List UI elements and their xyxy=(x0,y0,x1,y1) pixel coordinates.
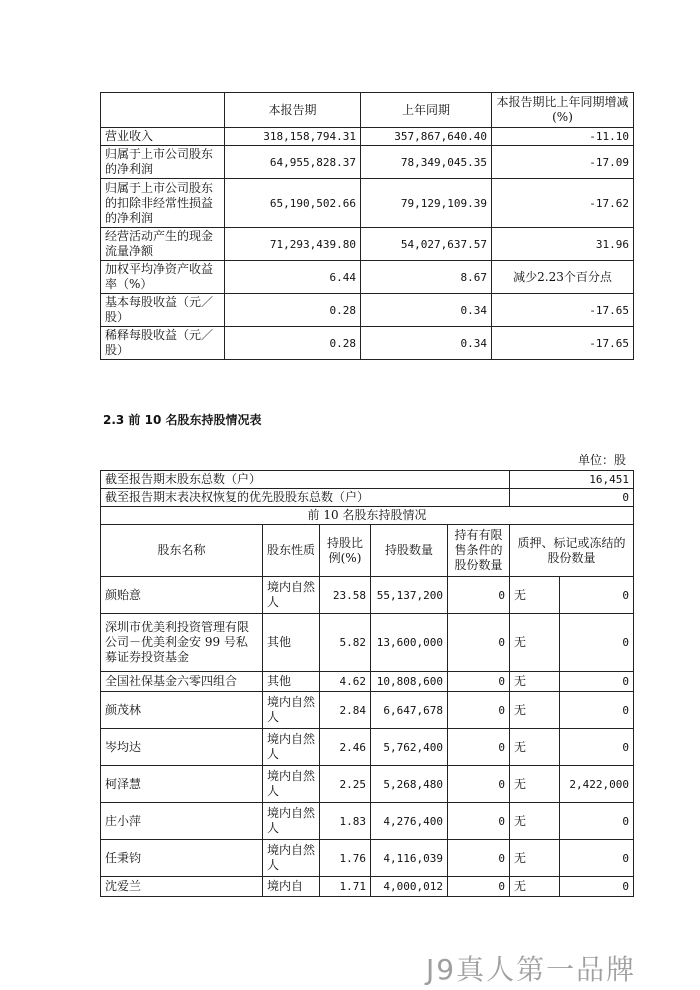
financial-summary-table xyxy=(100,92,634,360)
change-value: -17.62 xyxy=(492,179,634,228)
shareholder-pledged: 0 xyxy=(560,577,634,614)
header-current-period: 本报告期 xyxy=(225,93,361,128)
shareholder-nature: 境内自然人 xyxy=(263,766,320,803)
shareholder-restricted: 0 xyxy=(448,672,510,692)
header-change: 本报告期比上年同期增减(%) xyxy=(492,93,634,128)
table-row xyxy=(101,228,634,261)
prior-value: 0.34 xyxy=(361,294,492,327)
shareholder-restricted: 0 xyxy=(448,877,510,897)
shareholder-name: 岑均达 xyxy=(101,729,263,766)
header-name: 股东名称 xyxy=(101,525,263,577)
prior-value: 0.34 xyxy=(361,327,492,360)
shareholder-nature: 境内自然人 xyxy=(263,729,320,766)
shareholder-pledge-status: 无 xyxy=(510,614,560,672)
prior-value: 79,129,109.39 xyxy=(361,179,492,228)
shareholder-restricted: 0 xyxy=(448,614,510,672)
table-row xyxy=(101,146,634,179)
header-shares: 持股数量 xyxy=(371,525,448,577)
shareholder-restricted: 0 xyxy=(448,803,510,840)
prior-value: 8.67 xyxy=(361,261,492,294)
watermark: J9真人第一品牌 xyxy=(426,953,637,986)
change-value: -17.65 xyxy=(492,327,634,360)
row-label: 加权平均净资产收益率（%） xyxy=(101,261,225,294)
table-row xyxy=(101,766,634,803)
shareholder-shares: 55,137,200 xyxy=(371,577,448,614)
shareholder-pledge-status: 无 xyxy=(510,803,560,840)
shareholder-restricted: 0 xyxy=(448,766,510,803)
change-value: 31.96 xyxy=(492,228,634,261)
shareholder-pledge-status: 无 xyxy=(510,766,560,803)
table-header-row xyxy=(101,525,634,577)
current-value: 6.44 xyxy=(225,261,361,294)
table-row xyxy=(101,327,634,360)
section-title: 2.3 前 10 名股东持股情况表 xyxy=(103,413,262,427)
shareholder-ratio: 5.82 xyxy=(320,614,371,672)
row-label: 基本每股收益（元／股） xyxy=(101,294,225,327)
shareholder-nature: 境内自然人 xyxy=(263,840,320,877)
shareholder-ratio: 1.71 xyxy=(320,877,371,897)
shareholder-pledge-status: 无 xyxy=(510,672,560,692)
shareholder-restricted: 0 xyxy=(448,692,510,729)
shareholders-table xyxy=(100,470,634,897)
shareholder-ratio: 1.76 xyxy=(320,840,371,877)
total-shareholders-row xyxy=(101,471,634,489)
current-value: 65,190,502.66 xyxy=(225,179,361,228)
shareholder-ratio: 4.62 xyxy=(320,672,371,692)
table-row xyxy=(101,577,634,614)
shareholder-pledged: 0 xyxy=(560,672,634,692)
table-row xyxy=(101,261,634,294)
group-title-row xyxy=(101,507,634,525)
shareholder-ratio: 1.83 xyxy=(320,803,371,840)
shareholder-name: 颜茂林 xyxy=(101,692,263,729)
prior-value: 78,349,045.35 xyxy=(361,146,492,179)
row-label: 经营活动产生的现金流量净额 xyxy=(101,228,225,261)
shareholder-pledge-status: 无 xyxy=(510,577,560,614)
shareholder-pledged: 0 xyxy=(560,692,634,729)
shareholder-nature: 境内自然人 xyxy=(263,692,320,729)
total-shareholders-label: 截至报告期末股东总数（户） xyxy=(101,471,510,489)
group-title: 前 10 名股东持股情况 xyxy=(101,507,634,525)
change-value: -17.65 xyxy=(492,294,634,327)
current-value: 318,158,794.31 xyxy=(225,128,361,146)
table-header-row xyxy=(101,93,634,128)
prior-value: 54,027,637.57 xyxy=(361,228,492,261)
change-value: -11.10 xyxy=(492,128,634,146)
table-row xyxy=(101,803,634,840)
table-row xyxy=(101,672,634,692)
shareholder-name: 深圳市优美利投资管理有限公司－优美利金安 99 号私募证券投资基金 xyxy=(101,614,263,672)
preferred-shareholders-label: 截至报告期末表决权恢复的优先股股东总数（户） xyxy=(101,489,510,507)
row-label: 营业收入 xyxy=(101,128,225,146)
header-nature: 股东性质 xyxy=(263,525,320,577)
table-row xyxy=(101,692,634,729)
shareholder-nature: 境内自然人 xyxy=(263,803,320,840)
header-prior-period: 上年同期 xyxy=(361,93,492,128)
change-value: 减少2.23个百分点 xyxy=(492,261,634,294)
shareholder-pledged: 0 xyxy=(560,840,634,877)
shareholder-shares: 13,600,000 xyxy=(371,614,448,672)
table-row xyxy=(101,614,634,672)
shareholder-name: 全国社保基金六零四组合 xyxy=(101,672,263,692)
change-value: -17.09 xyxy=(492,146,634,179)
shareholder-shares: 5,268,480 xyxy=(371,766,448,803)
shareholder-shares: 6,647,678 xyxy=(371,692,448,729)
current-value: 71,293,439.80 xyxy=(225,228,361,261)
row-label: 归属于上市公司股东的净利润 xyxy=(101,146,225,179)
shareholder-name: 庄小萍 xyxy=(101,803,263,840)
shareholder-ratio: 2.46 xyxy=(320,729,371,766)
shareholder-restricted: 0 xyxy=(448,840,510,877)
current-value: 64,955,828.37 xyxy=(225,146,361,179)
shareholder-pledged: 0 xyxy=(560,877,634,897)
current-value: 0.28 xyxy=(225,327,361,360)
total-shareholders-value: 16,451 xyxy=(510,471,634,489)
header-restricted: 持有有限售条件的股份数量 xyxy=(448,525,510,577)
table-row xyxy=(101,128,634,146)
table-row xyxy=(101,729,634,766)
shareholder-shares: 10,808,600 xyxy=(371,672,448,692)
shareholder-pledged: 0 xyxy=(560,729,634,766)
header-blank xyxy=(101,93,225,128)
shareholder-pledge-status: 无 xyxy=(510,692,560,729)
shareholder-name: 颜贻意 xyxy=(101,577,263,614)
shareholder-pledged: 0 xyxy=(560,803,634,840)
header-pledge: 质押、标记或冻结的股份数量 xyxy=(510,525,634,577)
shareholder-shares: 4,116,039 xyxy=(371,840,448,877)
shareholder-ratio: 23.58 xyxy=(320,577,371,614)
shareholder-nature: 其他 xyxy=(263,672,320,692)
shareholder-nature: 其他 xyxy=(263,614,320,672)
shareholder-pledge-status: 无 xyxy=(510,877,560,897)
shareholder-pledge-status: 无 xyxy=(510,729,560,766)
shareholder-name: 任秉钧 xyxy=(101,840,263,877)
shareholder-shares: 5,762,400 xyxy=(371,729,448,766)
shareholder-pledge-status: 无 xyxy=(510,840,560,877)
table-row xyxy=(101,179,634,228)
shareholder-nature: 境内自然人 xyxy=(263,577,320,614)
shareholder-shares: 4,000,012 xyxy=(371,877,448,897)
shareholder-restricted: 0 xyxy=(448,729,510,766)
header-ratio: 持股比例(%) xyxy=(320,525,371,577)
table-row xyxy=(101,840,634,877)
row-label: 稀释每股收益（元／股） xyxy=(101,327,225,360)
row-label: 归属于上市公司股东的扣除非经常性损益的净利润 xyxy=(101,179,225,228)
preferred-shareholders-row xyxy=(101,489,634,507)
shareholder-pledged: 2,422,000 xyxy=(560,766,634,803)
prior-value: 357,867,640.40 xyxy=(361,128,492,146)
shareholder-name: 沈爱兰 xyxy=(101,877,263,897)
table-row xyxy=(101,877,634,897)
shareholder-ratio: 2.25 xyxy=(320,766,371,803)
table-row xyxy=(101,294,634,327)
shareholder-pledged: 0 xyxy=(560,614,634,672)
shareholder-ratio: 2.84 xyxy=(320,692,371,729)
shareholder-restricted: 0 xyxy=(448,577,510,614)
shareholder-nature: 境内自 xyxy=(263,877,320,897)
current-value: 0.28 xyxy=(225,294,361,327)
preferred-shareholders-value: 0 xyxy=(510,489,634,507)
shareholder-shares: 4,276,400 xyxy=(371,803,448,840)
shareholder-name: 柯泽慧 xyxy=(101,766,263,803)
unit-label: 单位：股 xyxy=(578,453,627,467)
